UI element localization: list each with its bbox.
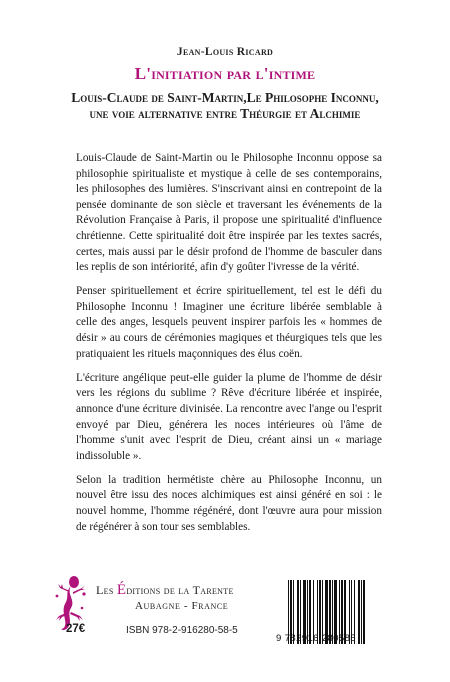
price: 27€ [66, 623, 86, 635]
isbn: ISBN 978-2-916280-58-5 [126, 625, 238, 636]
subtitle-line-1: Louis-Claude de Saint-Martin,Le Philosophe Inconnu, [71, 90, 379, 105]
subtitle-line-2: une voie alternative entre Théurgie et Alchimie [89, 106, 361, 121]
paragraph-2: Penser spirituellement et écrire spirituellement, tel est le défi du Philosophe Inconnu ! Imaginer une écriture libérée semblable à celle des anges, lesquels peuvent inspirer parfois les « hommes de désir » au cours de cérémonies magiques et théurgiques tels que les pratiquaient les rituels maçonniques des élus coën. [76, 285, 382, 360]
author-name: Jean-Louis Ricard [176, 46, 274, 58]
paragraph-4: Selon la tradition hermétiste chère au Philosophe Inconnu, un nouvel être issu des noces alchimiques est ainsi généré en soi : le nouvel homme, l'homme régénéré, dont l'œuvre aura pour mission de régénérer à son tour ses semblables. [76, 473, 382, 533]
paragraph-1: Louis-Claude de Saint-Martin ou le Philosophe Inconnu oppose sa philosophie spiritualiste et mystique à celle de ses contemporains, les philosophes des lumières. S'inscrivant ainsi en contrepoint de la pensée dominante de son siècle et traversant les événements de la Révolution Française à Paris, il propose une spiritualité d'influence chrétienne. Cette spiritualité doit être inspirée par les textes sacrés, certes, mais aussi par le désir profond de l'homme de basculer dans les replis de son intériorité, afin d'y goûter l'ivresse de la vérité. [76, 152, 382, 274]
publisher-name-rest: ditions de la Tarente [126, 583, 234, 597]
paragraph-3: L'écriture angélique peut-elle guider la plume de l'homme de désir vers les régions du sublime ? Rêve d'écriture libérée et inspirée, annonce d'une écriture divinisée. La rencontre avec l'ange ou l'esprit envoyé par Dieu, générera les noces intérieures où l'âme de l'homme s'unit avec l'esprit de Dieu, créant ainsi un « mariage indissoluble ». [76, 371, 382, 462]
publisher-name-prefix: Les [96, 583, 117, 597]
back-cover-text [76, 151, 382, 544]
book-title: L'initiation par l'intime [134, 64, 316, 83]
publisher-name-accent: É [116, 582, 127, 598]
book-subtitle [20, 90, 430, 122]
barcode-number: 9 782916 280585 [276, 633, 356, 644]
publisher-place: Aubagne - France [135, 600, 229, 612]
publisher-name [96, 582, 234, 599]
